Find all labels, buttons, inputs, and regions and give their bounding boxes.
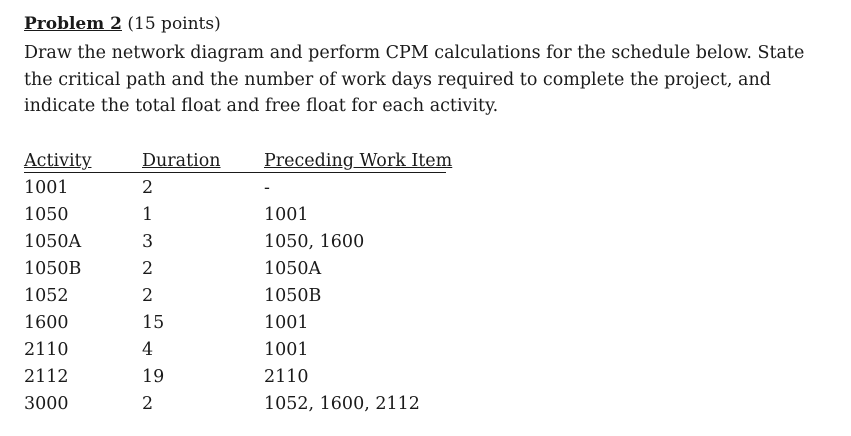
activity-cell: 1600	[24, 313, 69, 333]
problem-heading	[24, 12, 221, 36]
duration-cell: 2	[142, 178, 154, 198]
preceding-cell: 1050, 1600	[264, 232, 365, 252]
duration-cell: 2	[142, 286, 154, 306]
preceding-cell: 1052, 1600, 2112	[264, 394, 420, 414]
problem-statement: Draw the network diagram and perform CPM calculations for the schedule below. State the critical path and the number of work days required to complete the project, and indicate the total float and free float for each activity.	[24, 43, 805, 116]
activity-cell: 1001	[24, 178, 69, 198]
duration-cell: 15	[142, 313, 165, 333]
activity-cell: 2110	[24, 340, 69, 360]
preceding-cell: 1050A	[264, 259, 322, 279]
preceding-cell: 1001	[264, 340, 309, 360]
header-activity: Activity	[24, 151, 92, 171]
activity-cell: 1052	[24, 286, 69, 306]
activity-cell: 2112	[24, 367, 69, 387]
header-duration: Duration	[142, 151, 221, 171]
problem-label: Problem 2	[24, 14, 122, 34]
preceding-cell: 1001	[264, 313, 309, 333]
activity-cell: 1050B	[24, 259, 82, 279]
duration-cell: 19	[142, 367, 165, 387]
problem-points: (15 points)	[127, 14, 221, 34]
duration-cell: 2	[142, 394, 154, 414]
activity-cell: 1050	[24, 205, 69, 225]
duration-cell: 4	[142, 340, 154, 360]
duration-cell: 3	[142, 232, 154, 252]
preceding-cell: 2110	[264, 367, 309, 387]
preceding-cell: -	[264, 178, 270, 198]
preceding-cell: 1050B	[264, 286, 322, 306]
activity-cell: 3000	[24, 394, 69, 414]
header-rule	[24, 172, 446, 173]
duration-cell: 2	[142, 259, 154, 279]
duration-cell: 1	[142, 205, 154, 225]
activity-cell: 1050A	[24, 232, 82, 252]
preceding-cell: 1001	[264, 205, 309, 225]
header-preceding-work-item: Preceding Work Item	[264, 151, 453, 171]
